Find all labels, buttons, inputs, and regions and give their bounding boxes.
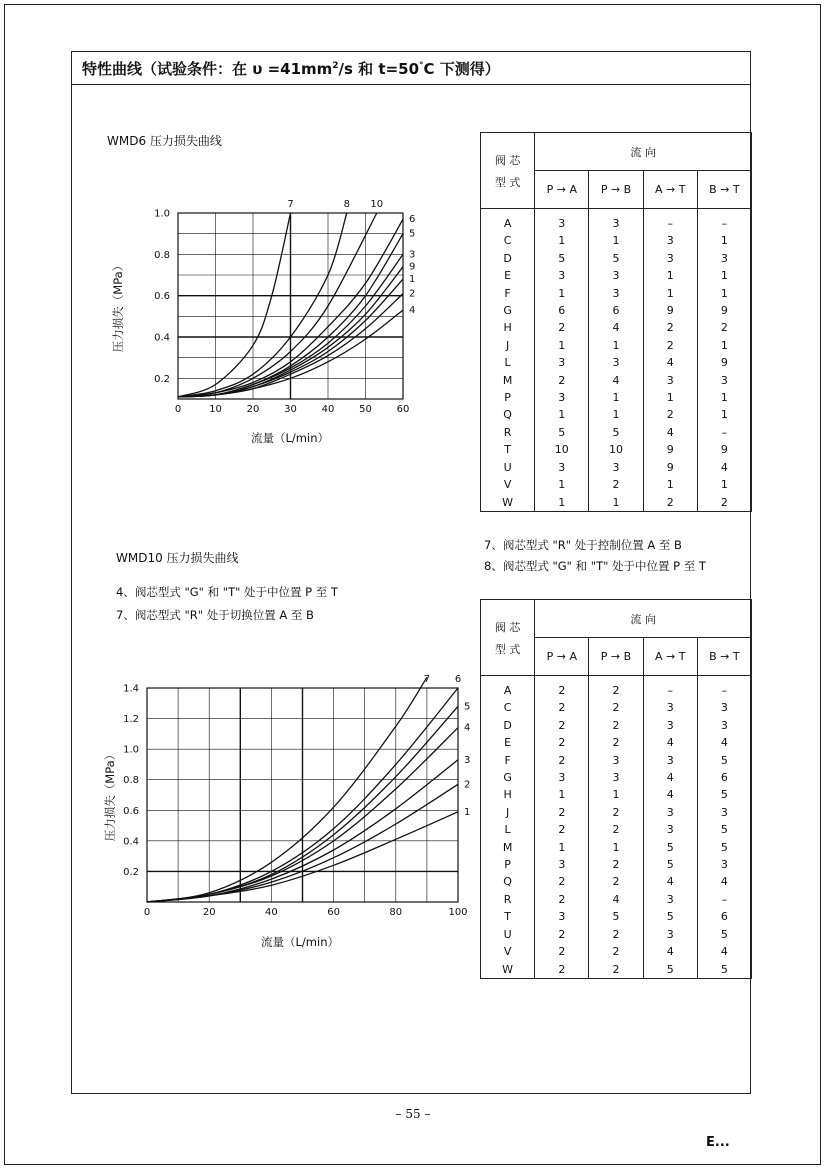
pressure-curve-cell: 5	[697, 752, 751, 769]
series-line-7	[178, 213, 291, 397]
pressure-curve-cell: 3	[535, 354, 589, 371]
pressure-curve-cell: 3	[589, 209, 643, 233]
pressure-curve-cell: 4	[589, 319, 643, 336]
pressure-curve-cell: 2	[535, 372, 589, 389]
spool-type-cell: E	[481, 267, 535, 284]
spool-type-cell: P	[481, 856, 535, 873]
series-label-4: 4	[464, 722, 471, 734]
pressure-curve-cell: 3	[589, 769, 643, 786]
pressure-curve-cell: 2	[589, 699, 643, 716]
pressure-curve-cell: 1	[535, 337, 589, 354]
series-label-3: 3	[464, 754, 471, 766]
pressure-curve-cell: –	[697, 676, 751, 700]
pressure-curve-cell: 3	[535, 459, 589, 476]
pressure-curve-cell: 3	[589, 354, 643, 371]
pressure-curve-cell: 1	[589, 389, 643, 406]
table-row	[481, 804, 752, 821]
pressure-curve-cell: 2	[589, 676, 643, 700]
spool-type-cell: W	[481, 961, 535, 979]
table-row	[481, 250, 752, 267]
spool-type-cell: V	[481, 476, 535, 493]
series-label-2: 2	[464, 779, 471, 791]
pressure-curve-cell: 4	[643, 943, 697, 960]
pressure-curve-cell: 4	[643, 734, 697, 751]
series-label-1: 1	[409, 274, 416, 286]
spool-type-cell: D	[481, 717, 535, 734]
page-number: – 55 –	[395, 1107, 431, 1121]
pressure-curve-cell: 2	[589, 476, 643, 493]
pressure-curve-cell: 2	[589, 943, 643, 960]
pressure-curve-cell: 2	[535, 717, 589, 734]
table-row	[481, 459, 752, 476]
spool-type-cell: M	[481, 839, 535, 856]
y-tick-label: 0.2	[154, 373, 170, 385]
pressure-curve-cell: 5	[589, 424, 643, 441]
table-row	[481, 786, 752, 803]
pressure-curve-cell: 2	[589, 734, 643, 751]
y-tick-label: 0.4	[123, 836, 139, 848]
spool-type-cell: H	[481, 319, 535, 336]
table-row	[481, 494, 752, 512]
pressure-curve-cell: 10	[589, 441, 643, 458]
wmd10-note-7: 7、阀芯型式 "R" 处于切换位置 A 至 B	[116, 608, 314, 622]
spool-type-cell: R	[481, 424, 535, 441]
spool-type-cell: T	[481, 441, 535, 458]
pressure-curve-cell: 3	[643, 372, 697, 389]
direction-header: P → B	[589, 171, 643, 209]
y-tick-label: 0.6	[154, 291, 170, 303]
spool-type-cell: A	[481, 209, 535, 233]
spool-header-line2: 型 式	[494, 642, 521, 656]
pressure-curve-cell: 1	[697, 406, 751, 423]
series-label-7: 7	[423, 674, 431, 685]
y-axis-label: 压力损失（MPa）	[103, 748, 117, 842]
pressure-curve-cell: 1	[535, 285, 589, 302]
pressure-curve-cell: 10	[535, 441, 589, 458]
pressure-curve-cell: 1	[697, 337, 751, 354]
x-axis-label: 流量（L/min）	[261, 935, 339, 949]
pressure-curve-cell: 6	[535, 302, 589, 319]
pressure-curve-cell: 2	[643, 319, 697, 336]
pressure-curve-cell: 2	[535, 676, 589, 700]
series-label-6: 6	[409, 214, 416, 226]
wmd10-chart-title: WMD10 压力损失曲线	[116, 551, 239, 565]
pressure-curve-cell: 1	[535, 476, 589, 493]
pressure-curve-cell: 6	[697, 908, 751, 925]
spool-type-cell: J	[481, 804, 535, 821]
spool-type-cell: C	[481, 699, 535, 716]
pressure-curve-cell: 3	[589, 752, 643, 769]
direction-header: P → A	[535, 638, 589, 676]
wmd6-chart-title: WMD6 压力损失曲线	[107, 134, 222, 148]
pressure-curve-cell: 3	[697, 804, 751, 821]
pressure-curve-cell: 5	[535, 424, 589, 441]
spool-header-line1: 阀 芯	[494, 620, 521, 634]
pressure-curve-cell: 3	[535, 389, 589, 406]
spool-type-header	[481, 133, 535, 209]
x-tick-label: 60	[327, 907, 340, 918]
pressure-curve-cell: 3	[697, 856, 751, 873]
table-row	[481, 891, 752, 908]
table-row	[481, 267, 752, 284]
pressure-curve-cell: 2	[589, 961, 643, 979]
pressure-curve-cell: 9	[643, 459, 697, 476]
pressure-curve-cell: 9	[643, 441, 697, 458]
series-line-8	[178, 213, 347, 397]
flow-direction-header: 流 向	[535, 133, 752, 171]
spool-type-cell: C	[481, 232, 535, 249]
spool-type-cell: F	[481, 752, 535, 769]
pressure-curve-cell: 1	[697, 232, 751, 249]
heading-mid: /s 和 t=50	[338, 60, 420, 78]
spool-type-cell: L	[481, 821, 535, 838]
pressure-curve-cell: 2	[535, 943, 589, 960]
pressure-curve-cell: 2	[535, 926, 589, 943]
spool-type-cell: U	[481, 459, 535, 476]
pressure-curve-cell: –	[643, 676, 697, 700]
pressure-curve-cell: 4	[643, 354, 697, 371]
pressure-curve-cell: 4	[589, 891, 643, 908]
pressure-curve-cell: 2	[535, 821, 589, 838]
pressure-curve-cell: 2	[535, 734, 589, 751]
table-row	[481, 769, 752, 786]
spool-type-cell: H	[481, 786, 535, 803]
pressure-curve-cell: 9	[697, 441, 751, 458]
pressure-curve-cell: 4	[589, 372, 643, 389]
pressure-curve-cell: 3	[535, 908, 589, 925]
spool-type-cell: Q	[481, 873, 535, 890]
y-tick-label: 0.2	[123, 866, 139, 878]
x-tick-label: 0	[143, 907, 151, 918]
pressure-curve-cell: 3	[697, 250, 751, 267]
pressure-curve-cell: 5	[589, 908, 643, 925]
pressure-curve-cell: 5	[643, 856, 697, 873]
pressure-curve-cell: 1	[535, 232, 589, 249]
direction-header: A → T	[643, 171, 697, 209]
pressure-curve-cell: 2	[643, 337, 697, 354]
spool-type-cell: T	[481, 908, 535, 925]
spool-type-cell: W	[481, 494, 535, 512]
spool-type-header	[481, 600, 535, 676]
table-row	[481, 699, 752, 716]
table-row	[481, 717, 752, 734]
spool-header-line2: 型 式	[494, 175, 521, 189]
table-row	[481, 873, 752, 890]
pressure-curve-cell: 2	[535, 804, 589, 821]
pressure-curve-cell: 4	[643, 873, 697, 890]
spool-type-cell: G	[481, 302, 535, 319]
pressure-curve-cell: 5	[697, 926, 751, 943]
series-label-10: 10	[370, 199, 384, 210]
y-tick-label: 1.0	[154, 208, 170, 220]
table-row	[481, 406, 752, 423]
series-label-6: 6	[454, 674, 462, 685]
spool-type-cell: A	[481, 676, 535, 700]
pressure-curve-cell: 1	[589, 786, 643, 803]
pressure-curve-cell: 1	[589, 839, 643, 856]
series-label-9: 9	[409, 261, 416, 273]
pressure-curve-cell: 5	[589, 250, 643, 267]
series-label-3: 3	[409, 249, 416, 261]
heading-sup: 2	[332, 61, 339, 71]
pressure-curve-cell: 1	[697, 476, 751, 493]
corner-mark: E...	[706, 1135, 730, 1150]
table-row	[481, 372, 752, 389]
pressure-curve-cell: –	[643, 209, 697, 233]
pressure-curve-cell: 2	[697, 319, 751, 336]
pressure-curve-cell: 3	[535, 209, 589, 233]
spool-type-cell: J	[481, 337, 535, 354]
direction-header: P → A	[535, 171, 589, 209]
table-row	[481, 961, 752, 979]
pressure-curve-cell: 3	[535, 769, 589, 786]
pressure-curve-cell: 1	[535, 406, 589, 423]
spool-type-cell: M	[481, 372, 535, 389]
table-row	[481, 389, 752, 406]
pressure-curve-cell: 3	[643, 926, 697, 943]
y-tick-label: 1.2	[123, 714, 139, 726]
pressure-curve-cell: 3	[697, 699, 751, 716]
spool-type-cell: E	[481, 734, 535, 751]
pressure-curve-cell: 2	[589, 821, 643, 838]
pressure-curve-cell: 2	[589, 873, 643, 890]
direction-header: A → T	[643, 638, 697, 676]
table-row	[481, 285, 752, 302]
pressure-curve-cell: 1	[643, 267, 697, 284]
pressure-curve-cell: 1	[589, 232, 643, 249]
spool-type-cell: U	[481, 926, 535, 943]
direction-header: P → B	[589, 638, 643, 676]
heading-pre: 特性曲线（试验条件：在 υ =41mm	[82, 60, 333, 78]
page-heading	[82, 58, 500, 79]
pressure-curve-cell: 2	[535, 961, 589, 979]
table-row	[481, 232, 752, 249]
x-tick-label: 80	[389, 907, 403, 918]
pressure-curve-cell: 4	[697, 873, 751, 890]
pressure-curve-cell: 3	[589, 285, 643, 302]
pressure-curve-cell: 3	[643, 250, 697, 267]
x-tick-label: 40	[321, 404, 335, 415]
pressure-curve-cell: 3	[643, 804, 697, 821]
spool-type-cell: Q	[481, 406, 535, 423]
spool-type-cell: G	[481, 769, 535, 786]
y-tick-label: 0.8	[123, 775, 139, 787]
pressure-curve-cell: 6	[589, 302, 643, 319]
x-tick-label: 50	[359, 404, 372, 415]
pressure-curve-cell: 4	[643, 424, 697, 441]
pressure-curve-cell: 2	[643, 494, 697, 512]
pressure-curve-cell: 3	[589, 267, 643, 284]
x-tick-label: 10	[209, 404, 222, 415]
pressure-curve-cell: 2	[535, 873, 589, 890]
x-tick-label: 30	[284, 404, 297, 415]
table-row	[481, 926, 752, 943]
pressure-curve-cell: 4	[643, 786, 697, 803]
pressure-curve-cell: 1	[535, 786, 589, 803]
y-tick-label: 0.4	[154, 332, 170, 344]
table-row	[481, 354, 752, 371]
pressure-curve-cell: 2	[589, 856, 643, 873]
pressure-curve-cell: 1	[589, 406, 643, 423]
pressure-curve-cell: 3	[643, 699, 697, 716]
y-tick-label: 1.0	[123, 744, 139, 756]
table-row	[481, 752, 752, 769]
pressure-curve-cell: 1	[535, 839, 589, 856]
table-row	[481, 302, 752, 319]
pressure-curve-cell: 6	[697, 769, 751, 786]
pressure-curve-cell: 1	[643, 476, 697, 493]
table-row	[481, 476, 752, 493]
y-tick-label: 0.8	[154, 249, 170, 261]
table-row	[481, 209, 752, 233]
spool-type-cell: D	[481, 250, 535, 267]
pressure-curve-cell: 5	[643, 961, 697, 979]
pressure-curve-cell: 1	[589, 337, 643, 354]
table-row	[481, 856, 752, 873]
spool-type-cell: F	[481, 285, 535, 302]
pressure-curve-cell: 5	[643, 908, 697, 925]
pressure-curve-cell: 3	[643, 891, 697, 908]
series-label-8: 8	[343, 199, 350, 210]
pressure-curve-cell: 2	[535, 319, 589, 336]
pressure-curve-cell: 1	[535, 494, 589, 512]
pressure-curve-cell: –	[697, 209, 751, 233]
spool-header-line1: 阀 芯	[494, 153, 521, 167]
table-row	[481, 337, 752, 354]
wmd6-chart	[100, 185, 430, 450]
pressure-curve-cell: 3	[643, 821, 697, 838]
spool-type-cell: L	[481, 354, 535, 371]
wmd6-note-8: 8、阀芯型式 "G" 和 "T" 处于中位置 P 至 T	[484, 559, 706, 573]
pressure-curve-cell: 2	[643, 406, 697, 423]
x-tick-label: 40	[265, 907, 278, 918]
pressure-curve-cell: 2	[589, 717, 643, 734]
x-tick-label: 60	[396, 404, 410, 415]
table-row	[481, 821, 752, 838]
pressure-curve-cell: 3	[643, 232, 697, 249]
table-row	[481, 319, 752, 336]
series-label-5: 5	[409, 228, 416, 240]
wmd6-note-7: 7、阀芯型式 "R" 处于控制位置 A 至 B	[484, 538, 682, 552]
pressure-curve-cell: 4	[643, 769, 697, 786]
wmd10-valve-table	[480, 599, 752, 979]
direction-header: B → T	[697, 171, 751, 209]
pressure-curve-cell: 9	[643, 302, 697, 319]
series-label-7: 7	[287, 199, 294, 210]
pressure-curve-cell: 3	[535, 267, 589, 284]
table-row	[481, 908, 752, 925]
x-tick-label: 100	[448, 907, 468, 918]
pressure-curve-cell: 3	[643, 752, 697, 769]
pressure-curve-cell: 2	[589, 804, 643, 821]
x-tick-label: 0	[174, 404, 182, 415]
table-row	[481, 424, 752, 441]
pressure-curve-cell: 2	[589, 926, 643, 943]
pressure-curve-cell: 2	[697, 494, 751, 512]
table-row	[481, 943, 752, 960]
pressure-curve-cell: 5	[535, 250, 589, 267]
y-tick-label: 0.6	[123, 805, 139, 817]
pressure-curve-cell: 3	[643, 717, 697, 734]
pressure-curve-cell: 3	[589, 459, 643, 476]
y-tick-label: 1.4	[123, 683, 139, 695]
pressure-curve-cell: 1	[697, 267, 751, 284]
pressure-curve-cell: 4	[697, 734, 751, 751]
pressure-curve-cell: 5	[643, 839, 697, 856]
heading-post: C 下测得）	[423, 60, 500, 78]
pressure-curve-cell: 4	[697, 943, 751, 960]
wmd6-valve-table	[480, 132, 752, 512]
pressure-curve-cell: 5	[697, 961, 751, 979]
table-row	[481, 441, 752, 458]
pressure-curve-cell: 5	[697, 821, 751, 838]
pressure-curve-cell: 2	[535, 891, 589, 908]
wmd10-note-4: 4、阀芯型式 "G" 和 "T" 处于中位置 P 至 T	[116, 585, 338, 599]
pressure-curve-cell: 1	[643, 389, 697, 406]
series-label-1: 1	[464, 806, 471, 818]
direction-header: B → T	[697, 638, 751, 676]
x-tick-label: 20	[202, 907, 216, 918]
table-row	[481, 676, 752, 700]
table-row	[481, 734, 752, 751]
series-line-10	[178, 213, 377, 397]
pressure-curve-cell: 9	[697, 302, 751, 319]
x-axis-label: 流量（L/min）	[251, 431, 329, 445]
heading-degree: °	[419, 61, 424, 71]
series-label-4: 4	[409, 305, 416, 317]
pressure-curve-cell: 1	[697, 389, 751, 406]
pressure-curve-cell: 3	[697, 372, 751, 389]
pressure-curve-cell: 2	[535, 699, 589, 716]
pressure-curve-cell: 1	[589, 494, 643, 512]
y-axis-label: 压力损失（MPa）	[111, 259, 125, 353]
table-row	[481, 839, 752, 856]
spool-type-cell: R	[481, 891, 535, 908]
spool-type-cell: V	[481, 943, 535, 960]
pressure-curve-cell: 3	[697, 717, 751, 734]
wmd10-chart	[100, 668, 480, 958]
series-label-5: 5	[464, 701, 471, 713]
pressure-curve-cell: 5	[697, 839, 751, 856]
pressure-curve-cell: 2	[535, 752, 589, 769]
pressure-curve-cell: 5	[697, 786, 751, 803]
flow-direction-header: 流 向	[535, 600, 752, 638]
pressure-curve-cell: 9	[697, 354, 751, 371]
spool-type-cell: P	[481, 389, 535, 406]
pressure-curve-cell: –	[697, 424, 751, 441]
pressure-curve-cell: 4	[697, 459, 751, 476]
pressure-curve-cell: –	[697, 891, 751, 908]
pressure-curve-cell: 3	[535, 856, 589, 873]
series-label-2: 2	[409, 288, 416, 300]
pressure-curve-cell: 1	[697, 285, 751, 302]
x-tick-label: 20	[246, 404, 260, 415]
pressure-curve-cell: 1	[643, 285, 697, 302]
